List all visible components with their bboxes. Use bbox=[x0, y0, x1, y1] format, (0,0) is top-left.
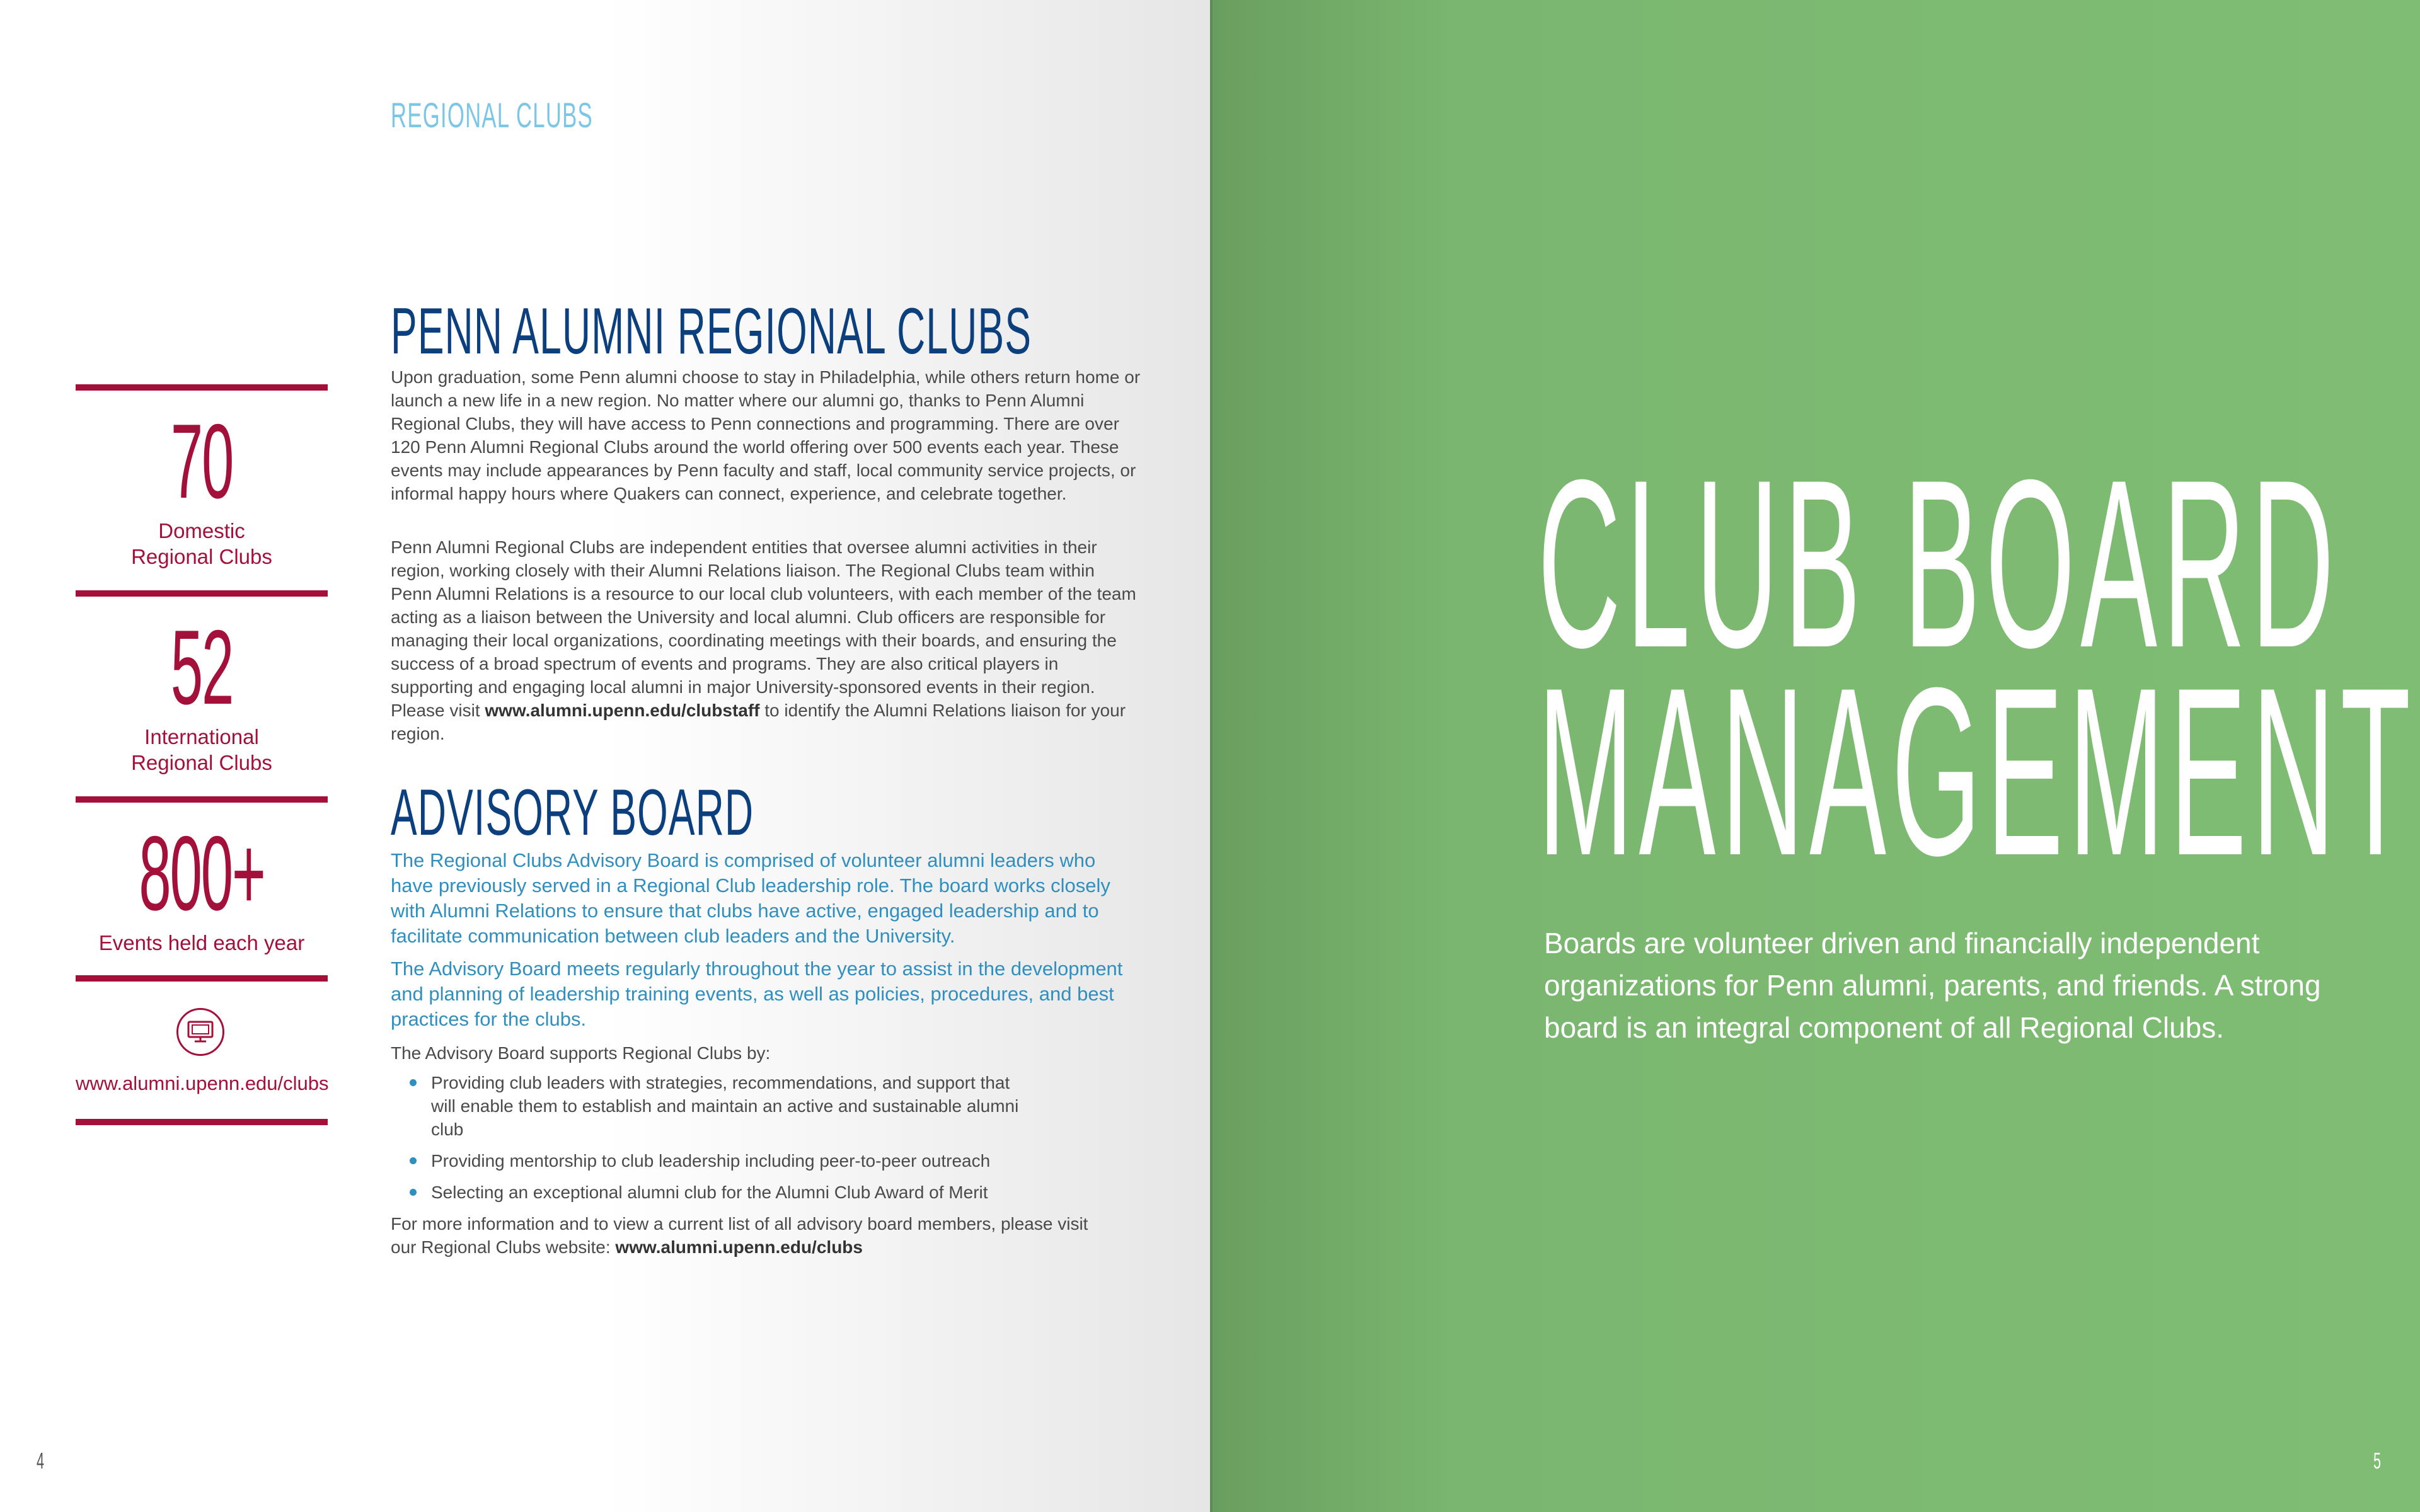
advisory-board-intro: The Advisory Board supports Regional Clubs by: bbox=[391, 1043, 771, 1063]
stat-label-line: Regional Clubs bbox=[131, 545, 272, 568]
title-line: CLUB BOARD bbox=[1538, 430, 2340, 697]
stat-label-line: Regional Clubs bbox=[131, 751, 272, 774]
monitor-icon bbox=[176, 1008, 224, 1056]
clubs-website-link[interactable]: www.alumni.upenn.edu/clubs bbox=[76, 1072, 329, 1094]
stat-number-international: 52 bbox=[170, 608, 233, 726]
club-board-description: Boards are volunteer driven and financially independent organizations for Penn alumni, parents, and friends. A strong board is an integral component of all Regional Clubs. bbox=[1544, 927, 2321, 1044]
divider-rule bbox=[76, 590, 328, 597]
divider-rule bbox=[76, 384, 328, 391]
page-number-right: 5 bbox=[2373, 1448, 2382, 1474]
details-text: Penn Alumni Regional Clubs are independent entities that oversee alumni activities in their region, working closely with their Alumni Relations liaison. The Regional Clubs team within Penn Alumni Relations is a resource to our local club volunteers, with each member of the team acting as a liaison between the University and local alumni. Club officers are responsible for managing their local organizations, coordinating meetings with their boards, and ensuring the success of a broad spectrum of events and programs. They are also critical players in supporting and engaging local alumni in major University-sponsored events in their region. Please visit bbox=[391, 537, 1136, 720]
list-item bbox=[391, 1071, 1061, 1141]
details-text-end: to identify the Alumni Relations liaison for your region. bbox=[391, 701, 1126, 743]
stat-label-events bbox=[76, 930, 328, 956]
stat-label-line: Events held each year bbox=[98, 931, 305, 954]
stat-label-line: International bbox=[144, 725, 259, 748]
stat-number-events: 800+ bbox=[139, 814, 265, 932]
divider-rule bbox=[76, 796, 328, 803]
stat-label-domestic bbox=[76, 518, 328, 570]
list-item-text: Providing club leaders with strategies, recommendations, and support that will enable them to establish and maintain an active and sustainable alumni club bbox=[431, 1073, 1019, 1139]
list-item bbox=[391, 1181, 1061, 1204]
advisory-board-heading: ADVISORY BOARD bbox=[391, 776, 754, 849]
advisory-board-meetings: The Advisory Board meets regularly throughout the year to assist in the development and planning of leadership training events, as well as policies, procedures, and best practices for the clubs. bbox=[391, 958, 1123, 1030]
list-item-text: Selecting an exceptional alumni club for the Alumni Club Award of Merit bbox=[431, 1183, 988, 1202]
advisory-board-closing bbox=[391, 1212, 1115, 1259]
stat-number-domestic: 70 bbox=[170, 402, 233, 520]
list-item-text: Providing mentorship to club leadership including peer-to-peer outreach bbox=[431, 1151, 991, 1171]
closing-text: For more information and to view a current list of all advisory board members, please visit our Regional Clubs website: bbox=[391, 1214, 1088, 1257]
clubstaff-link[interactable]: www.alumni.upenn.edu/clubstaff bbox=[485, 701, 760, 720]
stat-label-international bbox=[76, 724, 328, 776]
divider-rule bbox=[76, 1119, 328, 1125]
divider-rule bbox=[76, 975, 328, 982]
page-number-left: 4 bbox=[37, 1448, 45, 1474]
club-board-title bbox=[1538, 430, 2416, 905]
section-label: REGIONAL CLUBS bbox=[391, 95, 593, 135]
regional-clubs-intro: Upon graduation, some Penn alumni choose to stay in Philadelphia, while others return home or launch a new life in a new region. No matter where our alumni go, thanks to Penn Alumni Regional Clubs, they will have access to Penn connections and programming. There are over 120 Penn Alumni Regional Clubs around the world offering over 500 events each year. These events may include appearances by Penn faculty and staff, local community service projects, or informal happy hours where Quakers can connect, experience, and celebrate together. bbox=[391, 367, 1141, 503]
advisory-board-description: The Regional Clubs Advisory Board is comprised of volunteer alumni leaders who have previously served in a Regional Club leadership role. The board works closely with Alumni Relations to ensure that clubs have active, engaged leadership and to facilitate communication between club leaders and the University. bbox=[391, 849, 1110, 947]
advisory-board-list bbox=[391, 1071, 1084, 1212]
title-line: MANAGEMENT bbox=[1538, 638, 2416, 905]
stat-label-line: Domestic bbox=[158, 519, 245, 542]
regional-clubs-details bbox=[391, 536, 1141, 745]
clubs-website-link-inline[interactable]: www.alumni.upenn.edu/clubs bbox=[615, 1237, 863, 1257]
list-item bbox=[391, 1149, 1061, 1172]
regional-clubs-heading: PENN ALUMNI REGIONAL CLUBS bbox=[391, 295, 1032, 368]
